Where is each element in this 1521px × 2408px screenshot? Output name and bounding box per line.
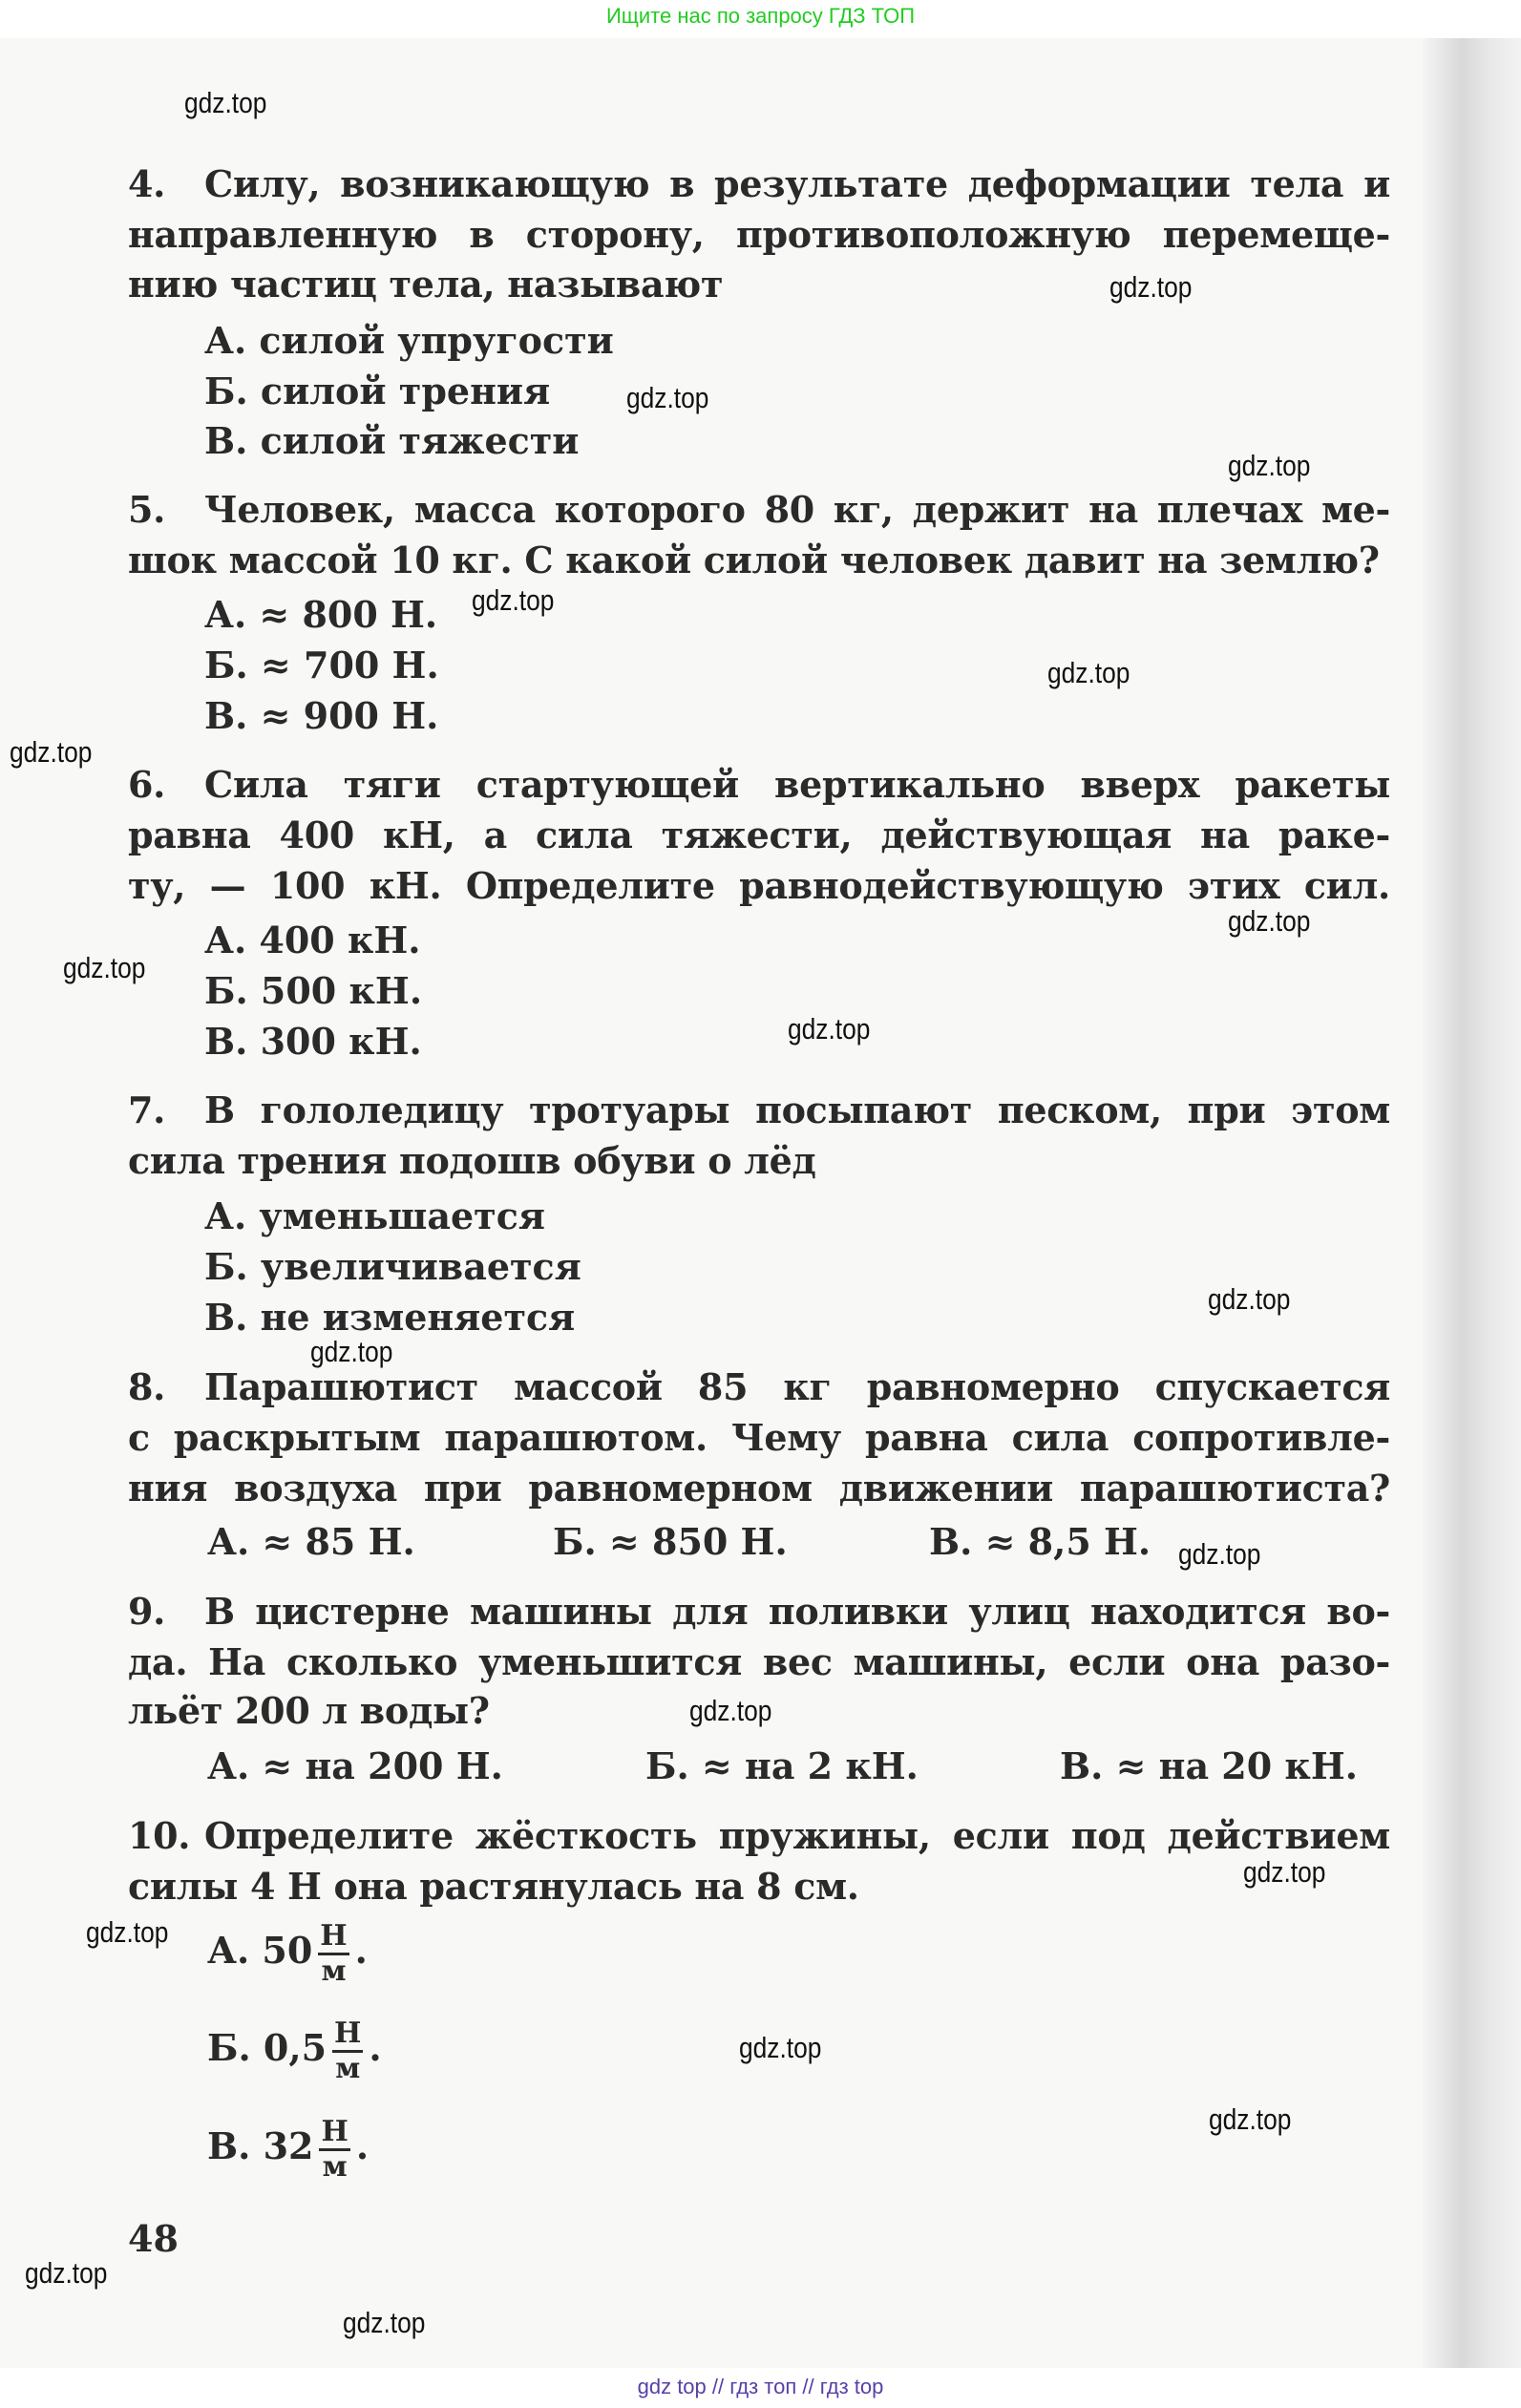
watermark: gdz.top (739, 2031, 822, 2064)
top-note: Ищите нас по запросу ГДЗ ТОП (605, 4, 916, 28)
q8-line-3: ния воздуха при равномерном движении парашютиста? (128, 1467, 1390, 1510)
q10-line-2: силы 4 Н она растянулась на 8 см. (128, 1865, 859, 1908)
q8-option-a: А. ≈ 85 Н. (207, 1520, 415, 1563)
unit-fraction: $\frac{Н}{м}$ (321, 2115, 349, 2184)
watermark: gdz.top (788, 1012, 871, 1046)
watermark: gdz.top (1178, 1537, 1261, 1571)
q7-option-b: Б. увеличивается (204, 1245, 581, 1288)
q5-line-2: шок массой 10 кг. С какой силой человек давит на землю? (128, 539, 1380, 581)
watermark: gdz.top (184, 86, 267, 119)
q8-line-1: 8. Парашютист массой 85 кг равномерно спускается (128, 1365, 1390, 1408)
q5-option-a: А. ≈ 800 Н. (204, 593, 438, 636)
watermark: gdz.top (1109, 270, 1193, 304)
unit-fraction: $\frac{Н}{м}$ (320, 1919, 348, 1988)
q4-line-3: нию частиц тела, называют (128, 263, 724, 306)
q10-option-b: Б. 0,5 $\frac{Н}{м}$ . (207, 2017, 382, 2085)
q8-option-b: Б. ≈ 850 Н. (553, 1520, 788, 1563)
footer-links: gdz top // гдз топ // гдз top (637, 2375, 884, 2398)
q6-option-a: А. 400 кН. (204, 919, 421, 961)
q9-line-3: льёт 200 л воды? (128, 1689, 490, 1732)
q9-line-2: да. На сколько уменьшится вес машины, если она разо- (128, 1640, 1390, 1683)
q4-option-a: А. силой упругости (204, 319, 614, 362)
q6-line-2: равна 400 кН, а сила тяжести, действующая на раке- (128, 813, 1390, 856)
watermark: gdz.top (310, 1335, 393, 1368)
unit-fraction: $\frac{Н}{м}$ (334, 2017, 362, 2085)
watermark: gdz.top (472, 583, 555, 617)
watermark: gdz.top (25, 2256, 108, 2290)
watermark: gdz.top (1228, 449, 1311, 482)
q8-line-2: с раскрытым парашютом. Чему равна сила сопротивле- (128, 1416, 1390, 1459)
q6-option-b: Б. 500 кН. (204, 969, 423, 1012)
watermark: gdz.top (689, 1694, 772, 1727)
watermark: gdz.top (1047, 656, 1130, 689)
q9-option-b: Б. ≈ на 2 кН. (645, 1744, 919, 1787)
watermark: gdz.top (1228, 904, 1311, 938)
q10-line-1: 10. Определите жёсткость пружины, если под действием (128, 1814, 1390, 1857)
q5-line-1: 5. Человек, масса которого 80 кг, держит на плечах ме- (128, 488, 1390, 531)
q9-line-1: 9. В цистерне машины для поливки улиц находится во- (128, 1590, 1390, 1633)
q6-option-c: В. 300 кН. (204, 1020, 422, 1063)
watermark: gdz.top (1243, 1855, 1326, 1889)
q7-option-a: А. уменьшается (204, 1194, 545, 1237)
watermark: gdz.top (86, 1915, 169, 1949)
q4-option-c: В. силой тяжести (204, 419, 580, 462)
q7-option-c: В. не изменяется (204, 1296, 576, 1339)
q4-line-2: направленную в сторону, противоположную перемеще- (128, 213, 1390, 256)
q9-option-a: А. ≈ на 200 Н. (207, 1744, 503, 1787)
q6-line-1: 6. Сила тяги стартующей вертикально вверх ракеты (128, 763, 1390, 806)
watermark: gdz.top (343, 2306, 426, 2339)
q9-option-c: В. ≈ на 20 кН. (1060, 1744, 1358, 1787)
q7-line-1: 7. В гололедицу тротуары посыпают песком, при этом (128, 1088, 1390, 1131)
q4-line-1: 4. Силу, возникающую в результате деформации тела и (128, 162, 1390, 205)
q4-option-b: Б. силой трения (204, 370, 551, 412)
watermark: gdz.top (63, 951, 146, 984)
watermark: gdz.top (1209, 2102, 1292, 2136)
q7-line-2: сила трения подошв обуви о лёд (128, 1139, 816, 1182)
page-binding-shadow (1423, 38, 1521, 2368)
watermark: gdz.top (1208, 1282, 1291, 1316)
q5-option-c: В. ≈ 900 Н. (204, 694, 439, 737)
q8-option-c: В. ≈ 8,5 Н. (929, 1520, 1151, 1563)
watermark: gdz.top (10, 735, 93, 769)
watermark: gdz.top (626, 381, 709, 414)
q5-option-b: Б. ≈ 700 Н. (204, 644, 439, 686)
q10-option-c: В. 32 $\frac{Н}{м}$ . (207, 2115, 370, 2184)
q10-option-a: А. 50 $\frac{Н}{м}$ . (207, 1919, 368, 1988)
q6-line-3: ту, — 100 кН. Определите равнодействующую этих сил. (128, 864, 1390, 907)
page-number: 48 (128, 2217, 179, 2260)
